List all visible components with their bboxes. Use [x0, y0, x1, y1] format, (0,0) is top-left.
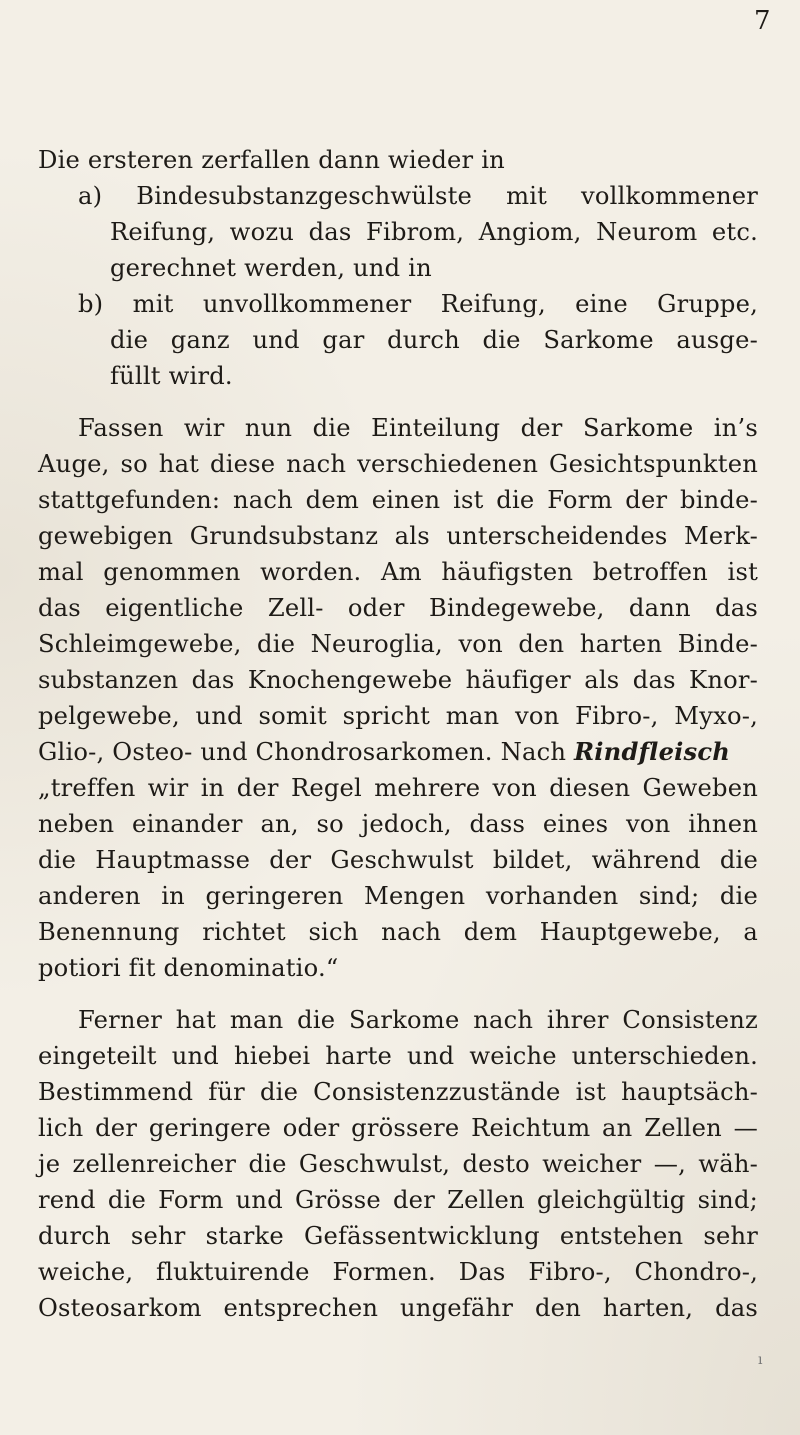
text-line: „treffen wir in der Regel mehrere von diesen Geweben	[38, 774, 758, 802]
text-line: Ferner hat man die Sarkome nach ihrer Consistenz	[78, 1006, 758, 1034]
text-line: rend die Form und Grösse der Zellen gleichgültig sind;	[38, 1186, 758, 1214]
text-line: je zellenreicher die Geschwulst, desto weicher —, wäh-	[38, 1150, 758, 1178]
text-line: Reifung, wozu das Fibrom, Angiom, Neurom etc.	[110, 218, 758, 246]
text-line: eingeteilt und hiebei harte und weiche unterschieden.	[38, 1042, 758, 1070]
text-line: lich der geringere oder grössere Reichtum an Zellen —	[38, 1114, 758, 1142]
text-line-part: Glio-, Osteo- und Chondrosarkomen. Nach	[38, 738, 567, 766]
text-line: b) mit unvollkommener Reifung, eine Gruppe,	[78, 290, 758, 318]
text-line: stattgefunden: nach dem einen ist die Form der binde-	[38, 486, 758, 514]
text-line: die ganz und gar durch die Sarkome ausge-	[110, 326, 758, 354]
text-line: das eigentliche Zell- oder Bindegewebe, dann das	[38, 594, 758, 622]
text-line: potiori fit denominatio.“	[38, 954, 339, 982]
page-number: 7	[754, 6, 771, 36]
author-name: Rindfleisch	[573, 737, 731, 766]
text-line: pelgewebe, und somit spricht man von Fibro-, Myxo-,	[38, 702, 758, 730]
text-line: substanzen das Knochengewebe häufiger als das Knor-	[38, 666, 758, 694]
text-line: weiche, fluktuirende Formen. Das Fibro-, Chondro-,	[38, 1258, 758, 1286]
text-line: Osteosarkom entsprechen ungefähr den harten, das	[38, 1294, 758, 1322]
text-line: Auge, so hat diese nach verschiedenen Gesichtspunkten	[38, 450, 758, 478]
text-line: Schleimgewebe, die Neuroglia, von den harten Binde-	[38, 630, 758, 658]
text-line: Bestimmend für die Consistenzzustände ist hauptsäch-	[38, 1078, 758, 1106]
text-line: Benennung richtet sich nach dem Hauptgewebe, a	[38, 918, 758, 946]
text-line: Fassen wir nun die Einteilung der Sarkome in’s	[78, 414, 758, 442]
text-line: mal genommen worden. Am häufigsten betroffen ist	[38, 558, 758, 586]
text-line: neben einander an, so jedoch, dass eines von ihnen	[38, 810, 758, 838]
text-line: gerechnet werden, und in	[110, 254, 432, 282]
text-line: Die ersteren zerfallen dann wieder in	[38, 146, 505, 174]
text-line: gewebigen Grundsubstanz als unterscheidendes Merk-	[38, 522, 758, 550]
text-line: die Hauptmasse der Geschwulst bildet, während die	[38, 846, 758, 874]
text-line: füllt wird.	[110, 362, 233, 390]
text-line	[38, 734, 730, 770]
text-line: durch sehr starke Gefässentwicklung entstehen sehr	[38, 1222, 758, 1250]
text-line: a) Bindesubstanzgeschwülste mit vollkommener	[78, 182, 758, 210]
page-mark: ı	[758, 1352, 763, 1368]
text-line: anderen in geringeren Mengen vorhanden sind; die	[38, 882, 758, 910]
